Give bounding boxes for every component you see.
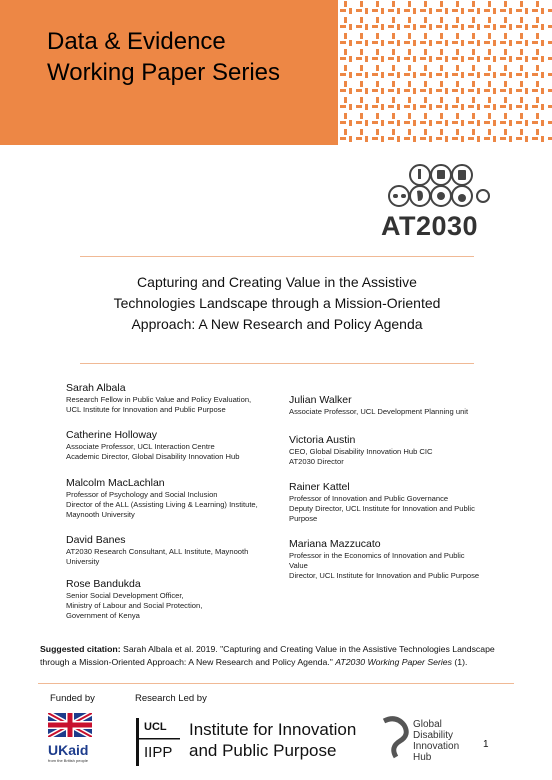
author-name: Rose Bandukda — [66, 578, 141, 590]
ucl-iipp-logo — [136, 718, 180, 766]
citation-text: Sarah Albala et al. 2019. "Capturing and Creating Value in the Assistive Technologies Landscape through a Mission-Oriented Approach: A New Research and Policy Agenda." — [40, 644, 495, 667]
author-affiliation: Professor in the Economics of Innovation and Public — [289, 551, 465, 560]
iipp-name-line2: and Public Purpose — [189, 741, 337, 760]
research-led-by-label: Research Led by — [135, 693, 207, 704]
author-name: David Banes — [66, 534, 126, 546]
iipp-name — [189, 719, 356, 761]
author-affiliation: CEO, Global Disability Innovation Hub CIC — [289, 447, 433, 456]
suggested-citation — [40, 643, 515, 668]
author-affiliation: Professor of Innovation and Public Governance — [289, 494, 449, 503]
ukaid-logo — [48, 713, 92, 763]
iipp-name-line1: Institute for Innovation — [189, 720, 357, 739]
gdi-line3: Innovation — [413, 741, 460, 752]
divider-middle — [80, 363, 474, 364]
funded-by-label: Funded by — [50, 693, 95, 704]
author-affiliation: Academic Director, Global Disability Innovation Hub — [66, 452, 240, 461]
ukaid-text: UKaid — [48, 742, 89, 758]
author-affiliation: Associate Professor, UCL Interaction Centre — [66, 442, 215, 451]
author-affiliation: Senior Social Development Officer, — [66, 591, 184, 600]
union-flag-icon — [48, 713, 92, 737]
author-name: Julian Walker — [289, 394, 352, 406]
at2030-logo-text: AT2030 — [381, 211, 479, 241]
author-affiliation: Deputy Director, UCL Institute for Innovation and Public — [289, 504, 475, 513]
author-affiliation: Director of the ALL (Assisting Living & Learning) Institute, — [66, 500, 258, 509]
author-name: Victoria Austin — [289, 434, 356, 446]
author-affiliation: University — [66, 557, 100, 566]
author-affiliation: Research Fellow in Public Value and Policy Evaluation, — [66, 395, 252, 404]
author-name: Catherine Holloway — [66, 429, 158, 441]
author-name: Sarah Albala — [66, 382, 126, 394]
author-affiliation: Purpose — [289, 514, 318, 523]
author-block — [289, 537, 519, 581]
gdi-line2: Disability — [413, 730, 454, 741]
author-affiliation: Professor of Psychology and Social Inclusion — [66, 490, 218, 499]
citation-label: Suggested citation: — [40, 644, 121, 654]
author-block — [289, 480, 519, 524]
divider-footer — [38, 683, 514, 684]
author-affiliation: AT2030 Research Consultant, ALL Institute, Maynooth — [66, 547, 249, 556]
author-name: Malcolm MacLachlan — [66, 477, 165, 489]
author-affiliation: AT2030 Director — [289, 457, 344, 466]
gdi-line1: Global — [413, 719, 442, 730]
paper-title-line3: Approach: A New Research and Policy Agenda — [131, 316, 423, 332]
author-block — [289, 393, 519, 417]
author-affiliation: Associate Professor, UCL Development Planning unit — [289, 407, 469, 416]
author-affiliation: Value — [289, 561, 308, 570]
ucl-text: UCL — [144, 721, 167, 733]
author-affiliation: Ministry of Labour and Social Protection, — [66, 601, 203, 610]
author-name: Rainer Kattel — [289, 481, 350, 493]
gdi-hub-logo-icon — [380, 715, 410, 761]
author-block — [66, 533, 286, 567]
gdi-hub-name — [413, 719, 459, 763]
citation-issue: (1). — [451, 656, 468, 667]
paper-title-line2: Technologies Landscape through a Mission-Oriented — [113, 295, 441, 311]
iipp-text: IIPP — [144, 744, 173, 761]
paper-title-line1: Capturing and Creating Value in the Assistive — [137, 274, 417, 290]
author-affiliation: Director, UCL Institute for Innovation and Public Purpose — [289, 571, 480, 580]
author-block — [66, 381, 286, 415]
decorative-cross-pattern — [338, 0, 552, 145]
series-title-line1: Data & Evidence — [47, 28, 226, 55]
author-affiliation: Maynooth University — [66, 510, 135, 519]
author-block — [66, 577, 286, 621]
paper-title — [80, 272, 474, 335]
citation-series: AT2030 Working Paper Series — [335, 656, 452, 667]
divider-top — [80, 256, 474, 257]
author-affiliation: UCL Institute for Innovation and Public Purpose — [66, 405, 226, 414]
author-affiliation: Government of Kenya — [66, 611, 140, 620]
author-block — [66, 476, 286, 520]
author-block — [66, 428, 286, 462]
gdi-line4: Hub — [413, 752, 432, 763]
ukaid-wordmark — [48, 743, 92, 758]
author-block — [289, 433, 519, 467]
author-name: Mariana Mazzucato — [289, 538, 381, 550]
series-title-line2: Working Paper Series — [47, 59, 280, 86]
series-title — [47, 26, 280, 88]
ukaid-tagline: from the British people — [48, 758, 89, 763]
page-number: 1 — [483, 739, 489, 750]
